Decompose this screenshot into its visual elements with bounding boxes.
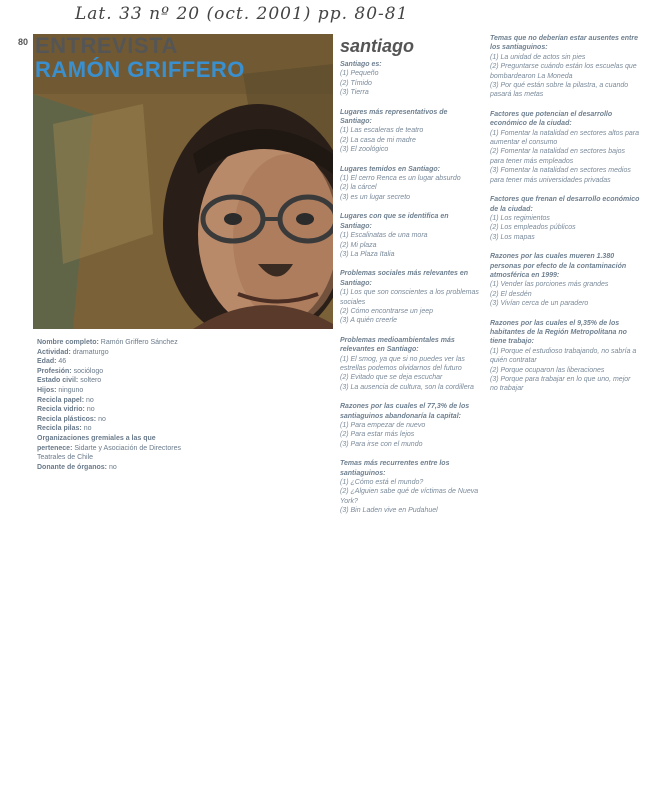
profile-value: 46 [58, 358, 67, 366]
profile-value: sociólogo [73, 367, 104, 375]
qa-item: (2) Fomentar la natalidad en sectores bajos para tener más empleados [490, 148, 626, 165]
qa-heading: Lugares más representativos de Santiago: [340, 108, 448, 126]
qa-heading: Temas más recurrentes entre los santiaguinos: [340, 460, 450, 477]
qa-item: (3) Bin Laden vive en Pudahuel [340, 507, 438, 515]
qa-item: (3) Vivían cerca de un paradero [490, 300, 589, 308]
profile-row [37, 338, 187, 348]
profile-box [37, 338, 187, 472]
section-title: santiago [340, 36, 415, 56]
profile-label: Organizaciones gremiales a las que pertenece: [37, 434, 156, 452]
qa-block [340, 60, 480, 98]
headline [35, 34, 245, 82]
profile-label: Hijos: [37, 386, 57, 394]
profile-row [37, 415, 187, 425]
profile-value: no [86, 406, 95, 414]
qa-item: (2) Preguntarse cuándo están los escuelas que bombardearon La Moneda [490, 63, 637, 80]
qa-block [490, 319, 640, 394]
profile-row [37, 367, 187, 377]
profile-label: Recicla pilas: [37, 425, 82, 433]
profile-value: soltero [80, 377, 102, 385]
profile-value: Sidarte y Asociación de Directores Teatrales de Chile [37, 444, 181, 462]
handwritten-citation: Lat. 33 nº 20 (oct. 2001) pp. 80-81 [75, 4, 409, 24]
qa-heading: Razones por las cuales el 77,3% de los santiaguinos abandonaría la capital: [340, 403, 470, 420]
qa-item: (3) es un lugar secreto [340, 193, 411, 201]
profile-label: Recicla papel: [37, 396, 85, 404]
profile-label: Edad: [37, 358, 57, 366]
profile-label: Estado civil: [37, 377, 79, 385]
qa-heading: Problemas sociales más relevantes en Santiago: [340, 270, 469, 287]
qa-item: (1) Fomentar la natalidad en sectores altos para aumentar el consumo [490, 129, 640, 147]
profile-label: Nombre completo: [37, 339, 99, 346]
profile-label: Recicla plásticos: [37, 415, 97, 423]
qa-item: (1) Pequeño [340, 70, 379, 78]
kicker-label: ENTREVISTA [35, 33, 178, 58]
qa-heading: Razones por las cuales el 9,35% de los habitantes de la Región Metropolitana no tiene trabajo: [490, 319, 627, 346]
qa-item: (2) Los empleados públicos [490, 224, 576, 232]
profile-label: Donante de órganos: [37, 463, 108, 471]
profile-value: no [86, 396, 94, 404]
qa-item: (1) Los regimientos [490, 214, 550, 222]
qa-heading: Factores que frenan el desarrollo económico de la ciudad: [490, 196, 640, 213]
qa-item: (2) Evitado que se deja escuchar [340, 374, 443, 382]
right-column [490, 34, 640, 404]
qa-heading: Santiago es: [340, 61, 382, 68]
profile-row [37, 463, 187, 473]
qa-item: (1) Vender las porciones más grandes [490, 281, 609, 289]
qa-heading: Lugares temidos en Santiago: [340, 165, 440, 173]
qa-item: (3) Por qué están sobre la pilastra, a cuando pasará las metas [490, 82, 629, 99]
qa-item: (3) Los mapas [490, 233, 535, 241]
qa-item: (3) El zoológico [340, 146, 389, 154]
page-number: 80 [18, 37, 29, 47]
qa-item: (2) la cárcel [340, 184, 377, 192]
qa-heading: Factores que potencian el desarrollo económico de la ciudad: [490, 110, 613, 128]
qa-block [490, 252, 640, 308]
profile-value: ninguno [58, 386, 84, 394]
qa-item: (1) El smog, ya que si no puedes ver las estrellas podemos olvidarnos del futuro [340, 355, 465, 372]
qa-item: (1) Escalinatas de una mora [340, 232, 428, 240]
qa-item: (2) Porque ocuparon las liberaciones [490, 366, 605, 374]
profile-row [37, 396, 187, 406]
qa-block [340, 402, 480, 449]
qa-item: (2) Cómo encontrarse un jeep [340, 307, 433, 315]
qa-item: (3) La ausencia de cultura, son la cordillera [340, 383, 474, 391]
profile-row [37, 357, 187, 367]
qa-item: (1) ¿Cómo está el mundo? [340, 479, 424, 487]
qa-block [490, 34, 640, 100]
qa-item: (3) Fomentar la natalidad en sectores medios para tener más universidades privadas [490, 167, 631, 184]
qa-item: (3) Tierra [340, 89, 369, 97]
profile-row [37, 434, 187, 463]
qa-heading: Lugares con que se identifica en Santiago: [340, 213, 449, 230]
qa-item: (1) Porque el estudioso trabajando, no sabría a quién contratar [490, 347, 637, 365]
qa-item: (2) Mi plaza [340, 241, 377, 249]
qa-item: (1) El cerro Renca es un lugar absurdo [340, 175, 461, 183]
profile-row [37, 424, 187, 434]
interviewee-name: RAMÓN GRIFFERO [35, 57, 245, 82]
qa-block [340, 212, 480, 259]
qa-block [340, 336, 480, 392]
qa-item: (3) La Plaza Italia [340, 250, 395, 258]
profile-value: dramaturgo [72, 348, 109, 356]
qa-block [490, 195, 640, 242]
qa-item: (1) Para empezar de nuevo [340, 422, 426, 429]
qa-item: (1) Los que son conscientes a los problemas sociales [340, 289, 479, 306]
qa-item: (1) Las escaleras de teatro [340, 127, 424, 135]
profile-row [37, 376, 187, 386]
profile-row [37, 405, 187, 415]
qa-heading: Temas que no deberían estar ausentes entre los santiaguinos: [490, 35, 638, 52]
qa-item: (2) ¿Alguien sabe qué de víctimas de Nueva York? [340, 488, 479, 505]
qa-item: (2) La casa de mi madre [340, 136, 416, 144]
profile-label: Profesión: [37, 367, 72, 375]
qa-block [340, 269, 480, 325]
qa-item: (3) Porque para trabajar en lo que uno, mejor no trabajar [490, 376, 631, 393]
qa-item: (3) Para irse con el mundo [340, 440, 423, 448]
profile-label: Actividad: [37, 348, 71, 356]
qa-item: (2) Para estar más lejos [340, 431, 415, 439]
qa-block [340, 108, 480, 155]
qa-item: (3) A quién creerle [340, 317, 398, 325]
profile-value: no [108, 463, 117, 471]
qa-heading: Razones por las cuales mueren 1.380 personas por efecto de la contaminación atmosférica en 1999: [490, 253, 627, 279]
qa-heading: Problemas medioambientales más relevantes en Santiago: [340, 336, 455, 354]
qa-block [340, 165, 480, 203]
profile-value: no [83, 425, 92, 433]
qa-item: (2) El desdén [490, 290, 532, 298]
profile-row [37, 348, 187, 358]
qa-item: (1) La unidad de actos sin pies [490, 53, 586, 61]
profile-row [37, 386, 187, 396]
qa-block [340, 459, 480, 515]
profile-value: no [98, 415, 106, 423]
qa-block [490, 110, 640, 185]
qa-item: (2) Tímido [340, 79, 372, 87]
middle-column [340, 60, 480, 526]
profile-label: Recicla vidrio: [37, 406, 85, 414]
profile-value: Ramón Griffero Sánchez [100, 339, 178, 346]
